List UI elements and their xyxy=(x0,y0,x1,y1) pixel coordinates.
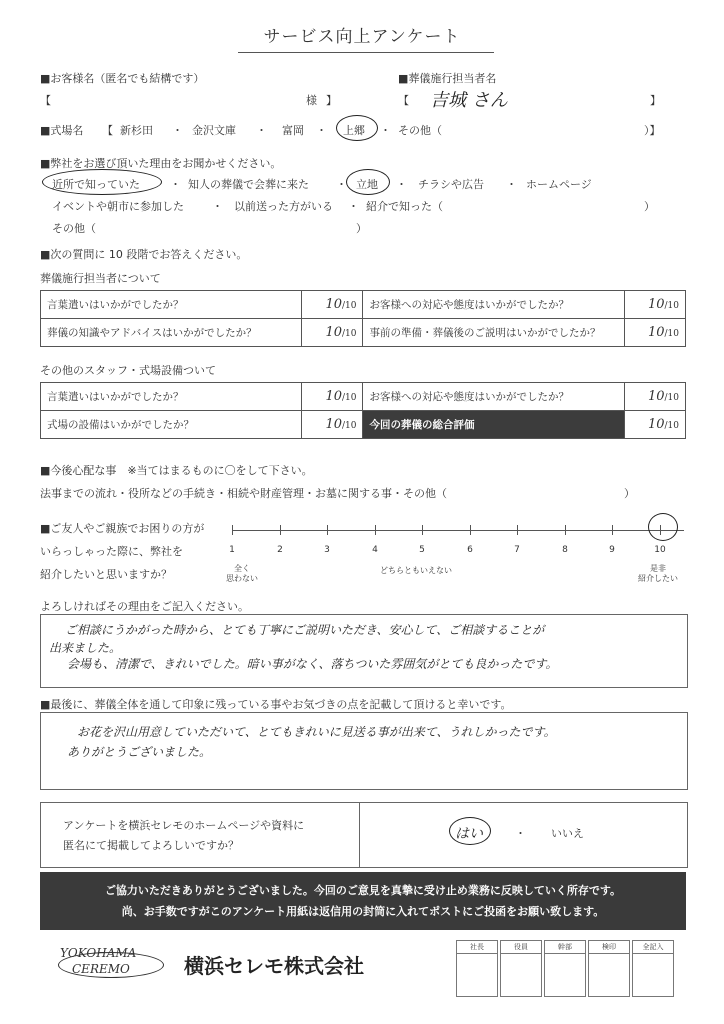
stamp-box xyxy=(544,940,586,997)
concerns-label: ■今後心配な事 ※当てはまるものに〇をして下さい。 xyxy=(40,464,313,477)
score-cell[interactable]: 10/10 xyxy=(624,383,686,411)
venue-option-kamigo[interactable]: 上郷 xyxy=(343,124,365,137)
customer-bracket-open: 【 xyxy=(40,94,51,107)
publish-no-option[interactable]: いいえ xyxy=(551,827,584,840)
venue-bracket-open: 【 xyxy=(102,124,113,137)
table-row xyxy=(41,291,686,319)
staff-section-label: 葬儀施行担当者について xyxy=(40,272,161,285)
score-cell[interactable]: 10/10 xyxy=(302,291,363,319)
page-title: サービス向上アンケート xyxy=(263,27,461,47)
staff-name-value[interactable]: 吉城 さん xyxy=(430,90,508,111)
reason-selected-circle-2 xyxy=(346,169,390,195)
title-underline xyxy=(238,52,494,53)
thank-you-banner: ご協力いただきありがとうございました。今回のご意見を真摯に受け止め業務に反映していく所存です。 尚、お手数ですがこのアンケート用紙は返信用の封筒に入れてポストにご投函をお願い致します。 xyxy=(40,872,686,930)
question-label: 言葉遣いはいかがでしたか？ xyxy=(41,291,302,319)
reason-label: よろしければその理由をご記入ください。 xyxy=(40,600,249,613)
scale-number[interactable]: 10 xyxy=(654,545,666,555)
table-row xyxy=(41,319,686,347)
stamp-box xyxy=(588,940,630,997)
publish-consent-box: アンケートを横浜セレモのホームページや資料に 匿名にて掲載してよろしいですか？ はい ・ いいえ xyxy=(40,802,688,868)
stamp-label: 全記入 xyxy=(633,941,673,954)
scale-tick xyxy=(327,525,328,535)
scale-number[interactable]: 8 xyxy=(562,545,568,555)
question-label: お客様への対応や態度はいかがでしたか？ xyxy=(363,383,624,411)
score-cell[interactable]: 10/10 xyxy=(624,291,686,319)
company-logo: YOKOHAMA CEREMO xyxy=(58,944,178,984)
recommend-question-2: いらっしゃった際に、弊社を xyxy=(40,545,183,558)
staff-bracket-close: 】 xyxy=(650,94,661,107)
venue-bracket-close: ）】 xyxy=(644,124,661,137)
stamp-box xyxy=(456,940,498,997)
stamp-label: 幹部 xyxy=(545,941,585,954)
table-row xyxy=(41,383,686,411)
publish-yes-option[interactable]: はい xyxy=(455,826,483,842)
reason-option-event[interactable]: イベントや朝市に参加した xyxy=(52,200,184,213)
recommend-question-3: 紹介したいと思いますか？ xyxy=(40,568,172,581)
reason-selected-circle-1 xyxy=(42,169,162,195)
concerns-options[interactable]: 法事までの流れ・役所などの手続き・相続や財産管理・お墓に関する事・その他（ xyxy=(40,487,447,500)
stamp-label: 検印 xyxy=(589,941,629,954)
scale-tick xyxy=(375,525,376,535)
reason-option-homepage[interactable]: ホームページ xyxy=(526,178,592,191)
impressions-textarea[interactable]: お花を沢山用意していただいて、とてもきれいに見送る事が出来て、うれしかったです。 ありがとうございました。 xyxy=(40,712,688,790)
recommend-question-1: ■ご友人やご親族でお困りの方が xyxy=(40,522,205,535)
staff-name-label: ■葬儀施行担当者名 xyxy=(398,72,497,85)
other-rating-table xyxy=(40,382,686,439)
rating-intro: ■次の質問に 10 段階でお答えください。 xyxy=(40,248,248,261)
recommend-selected-circle xyxy=(648,513,678,541)
impressions-label: ■最後に、葬儀全体を通して印象に残っている事やお気づきの点を記載して頂けると幸いです。 xyxy=(40,698,512,711)
venue-option-tomioka[interactable]: 富岡 xyxy=(282,124,304,137)
scale-number[interactable]: 6 xyxy=(467,545,473,555)
stamp-label: 役員 xyxy=(501,941,541,954)
stamp-label: 社長 xyxy=(457,941,497,954)
customer-name-field[interactable] xyxy=(60,92,300,106)
reason-option-funeral-attend[interactable]: 知人の葬儀で会葬に来た xyxy=(188,178,309,191)
score-cell[interactable]: 10/10 xyxy=(624,411,686,439)
staff-bracket-open: 【 xyxy=(398,94,409,107)
publish-selected-circle xyxy=(449,817,491,845)
venue-label: ■式場名 xyxy=(40,124,84,137)
scale-number[interactable]: 9 xyxy=(609,545,615,555)
customer-name-label: ■お客様名（匿名でも結構です） xyxy=(40,72,205,85)
scale-tick xyxy=(280,525,281,535)
scale-number[interactable]: 7 xyxy=(514,545,520,555)
other-section-label: その他のスタッフ・式場設備ついて xyxy=(40,364,216,377)
scale-number[interactable]: 3 xyxy=(324,545,330,555)
reason-option-referral[interactable]: 紹介で知った（ xyxy=(366,200,443,213)
reason-option-location[interactable]: 立地 xyxy=(356,178,378,191)
scale-tick xyxy=(565,525,566,535)
table-row xyxy=(41,411,686,439)
scale-tick xyxy=(470,525,471,535)
stamp-box xyxy=(500,940,542,997)
reason-option-previous[interactable]: 以前送った方がいる xyxy=(234,200,333,213)
scale-number[interactable]: 1 xyxy=(229,545,235,555)
score-cell[interactable]: 10/10 xyxy=(302,319,363,347)
customer-honorific: 様 xyxy=(306,94,317,107)
reasons-label: ■弊社をお選び頂いた理由をお聞かせください。 xyxy=(40,157,282,170)
venue-option-other[interactable]: その他（ xyxy=(398,124,442,137)
score-cell[interactable]: 10/10 xyxy=(302,411,363,439)
scale-tick xyxy=(232,525,233,535)
scale-high-label: 是非 xyxy=(650,564,666,573)
venue-option-kanazawabunko[interactable]: 金沢文庫 xyxy=(192,124,236,137)
score-cell[interactable]: 10/10 xyxy=(624,319,686,347)
question-label: 事前の準備・葬儀後のご説明はいかがでしたか？ xyxy=(363,319,624,347)
scale-tick xyxy=(517,525,518,535)
recommend-scale-line xyxy=(232,530,684,531)
scale-tick xyxy=(422,525,423,535)
score-cell[interactable]: 10/10 xyxy=(302,383,363,411)
venue-option-shinsugita[interactable]: 新杉田 xyxy=(120,124,153,137)
publish-question-2: 匿名にて掲載してよろしいですか？ xyxy=(63,839,239,852)
stamp-box xyxy=(632,940,674,997)
scale-low-label: 全く xyxy=(234,564,250,573)
question-label: 言葉遣いはいかがでしたか？ xyxy=(41,383,302,411)
question-label: お客様への対応や態度はいかがでしたか？ xyxy=(363,291,624,319)
scale-number[interactable]: 5 xyxy=(419,545,425,555)
venue-selected-circle xyxy=(336,115,378,141)
scale-tick xyxy=(612,525,613,535)
reason-textarea[interactable]: ご相談にうかがった時から、とても丁寧にご説明いただき、安心して、ご相談することが 出来ました。 会場も、清潔で、きれいでした。暗い事がなく、落ちついた雰囲気がとても良かったです。 xyxy=(40,614,688,688)
staff-rating-table xyxy=(40,290,686,347)
scale-mid-label: どちらともいえない xyxy=(380,566,452,575)
question-label: 式場の設備はいかがでしたか？ xyxy=(41,411,302,439)
reason-option-flyer[interactable]: チラシや広告 xyxy=(418,178,484,191)
customer-bracket-close: 】 xyxy=(326,94,337,107)
reason-option-neighborhood[interactable]: 近所で知っていた xyxy=(52,178,140,191)
reason-option-other[interactable]: その他（ xyxy=(52,222,96,235)
scale-number[interactable]: 2 xyxy=(277,545,283,555)
scale-number[interactable]: 4 xyxy=(372,545,378,555)
publish-question-1: アンケートを横浜セレモのホームページや資料に xyxy=(63,819,305,832)
question-label: 葬儀の知識やアドバイスはいかがでしたか？ xyxy=(41,319,302,347)
company-name: 横浜セレモ株式会社 xyxy=(184,954,364,978)
overall-rating-label: 今回の葬儀の総合評価 xyxy=(363,411,624,439)
